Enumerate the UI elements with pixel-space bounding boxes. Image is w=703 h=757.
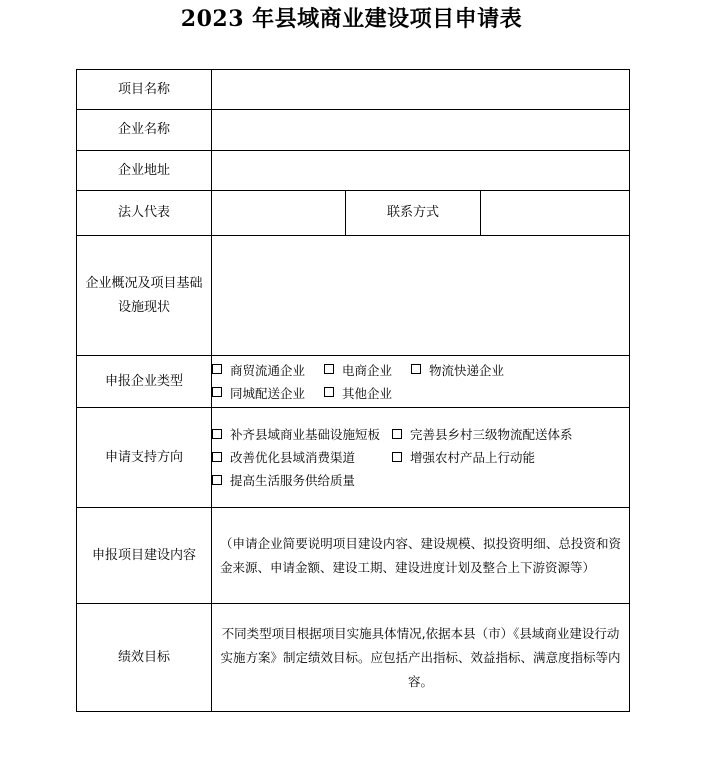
option-label: 完善县乡村三级物流配送体系 xyxy=(410,427,573,442)
company-address-field[interactable] xyxy=(212,151,630,191)
company-type-row-2 xyxy=(212,382,629,405)
support-direction-row-1 xyxy=(212,423,629,446)
overview-label-line-2: 设施现状 xyxy=(117,299,170,315)
row-legal-rep-contact xyxy=(77,191,630,236)
checkbox-icon[interactable] xyxy=(212,452,222,462)
application-form-table xyxy=(76,69,630,712)
overview-label-line-1: 企业概况及项目基础 xyxy=(85,275,203,291)
option-label: 其他企业 xyxy=(342,385,393,401)
checkbox-icon[interactable] xyxy=(411,364,421,374)
option-label: 改善优化县域消费渠道 xyxy=(230,450,356,465)
form-title: 2023 年县域商业建设项目申请表 xyxy=(180,6,523,32)
legal-rep-field[interactable] xyxy=(212,191,346,236)
option-ecommerce[interactable] xyxy=(324,359,411,382)
legal-rep-label: 法人代表 xyxy=(77,191,212,236)
construction-content-field[interactable] xyxy=(212,508,630,604)
project-name-label: 项目名称 xyxy=(77,70,212,110)
performance-goal-hint: 不同类型项目根据项目实施具体情况,依据本县（市）《县域商业建设行动实施方案》制定绩效目标。应包括产出指标、效益指标、满意度指标等内容。 xyxy=(220,625,621,689)
row-overview xyxy=(77,236,630,356)
company-type-label: 申报企业类型 xyxy=(77,356,212,408)
overview-label xyxy=(77,236,212,356)
support-direction-label: 申请支持方向 xyxy=(77,408,212,508)
checkbox-icon[interactable] xyxy=(212,387,222,397)
row-company-name xyxy=(77,110,630,151)
row-support-direction xyxy=(77,408,630,508)
support-direction-row-3 xyxy=(212,469,629,492)
option-rural-products-upward[interactable] xyxy=(392,446,535,469)
option-label: 电商企业 xyxy=(342,362,393,378)
contact-label: 联系方式 xyxy=(346,191,481,236)
row-company-type xyxy=(77,356,630,408)
company-type-options xyxy=(212,356,630,408)
option-logistics-express[interactable] xyxy=(411,359,504,382)
performance-goal-field[interactable] xyxy=(212,604,630,712)
checkbox-icon[interactable] xyxy=(392,429,402,439)
company-name-field[interactable] xyxy=(212,110,630,151)
option-three-tier-logistics[interactable] xyxy=(392,423,573,446)
option-infrastructure-gaps[interactable] xyxy=(212,423,392,446)
row-company-address xyxy=(77,151,630,191)
checkbox-icon[interactable] xyxy=(324,364,334,374)
option-label: 增强农村产品上行动能 xyxy=(410,450,536,465)
checkbox-icon[interactable] xyxy=(212,364,222,374)
row-performance-goal xyxy=(77,604,630,712)
option-label: 物流快递企业 xyxy=(429,362,505,378)
checkbox-icon[interactable] xyxy=(212,429,222,439)
checkbox-icon[interactable] xyxy=(212,475,222,485)
option-other[interactable] xyxy=(324,382,392,405)
support-direction-row-2 xyxy=(212,446,629,469)
option-label: 提高生活服务供给质量 xyxy=(230,473,356,488)
construction-content-label: 申报项目建设内容 xyxy=(77,508,212,604)
construction-content-hint: （申请企业简要说明项目建设内容、建设规模、拟投资明细、总投资和资金来源、申请金额、建设工期、建设进度计划及整合上下游资源等） xyxy=(220,535,622,575)
option-label: 同城配送企业 xyxy=(230,385,306,401)
option-consumption-channels[interactable] xyxy=(212,446,392,469)
option-same-city-delivery[interactable] xyxy=(212,382,324,405)
support-direction-options xyxy=(212,408,630,508)
checkbox-icon[interactable] xyxy=(392,452,402,462)
company-name-label: 企业名称 xyxy=(77,110,212,151)
option-life-services[interactable] xyxy=(212,469,355,492)
checkbox-icon[interactable] xyxy=(324,387,334,397)
overview-field[interactable] xyxy=(212,236,630,356)
company-address-label: 企业地址 xyxy=(77,151,212,191)
option-trade-circulation[interactable] xyxy=(212,359,324,382)
option-label: 商贸流通企业 xyxy=(230,362,306,378)
row-project-name xyxy=(77,70,630,110)
contact-field[interactable] xyxy=(481,191,630,236)
performance-goal-label: 绩效目标 xyxy=(77,604,212,712)
option-label: 补齐县域商业基础设施短板 xyxy=(230,427,381,442)
company-type-row-1 xyxy=(212,359,629,382)
project-name-field[interactable] xyxy=(212,70,630,110)
row-construction-content xyxy=(77,508,630,604)
